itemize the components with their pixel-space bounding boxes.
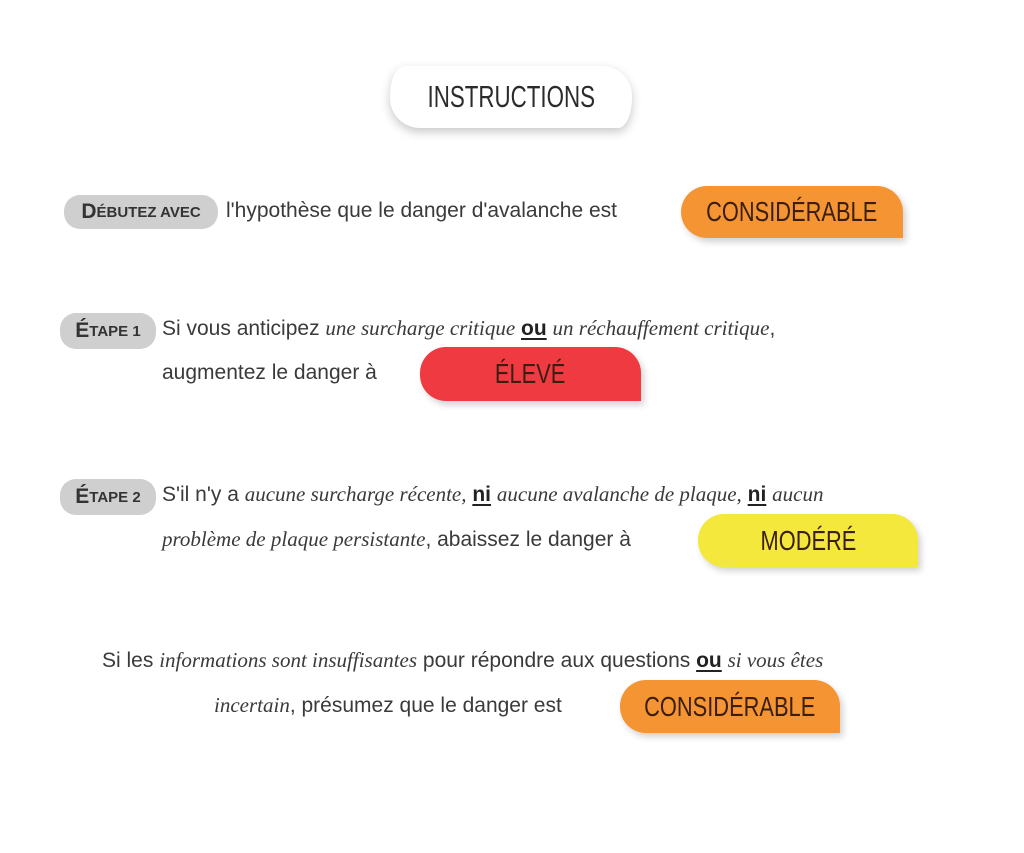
danger-badge-high xyxy=(420,347,641,401)
start-label-rest: ÉBUTEZ AVEC xyxy=(96,203,201,221)
badge-label: ÉLEVÉ xyxy=(495,358,566,389)
start-label-initial: D xyxy=(81,200,97,223)
step1-label-initial: É xyxy=(75,319,90,342)
text-keyword: ou xyxy=(521,317,547,340)
start-label-pill xyxy=(64,195,218,229)
text-emphasis: un réchauffement critique xyxy=(552,316,770,340)
step2-label-pill xyxy=(60,479,156,515)
text-segment: , présumez que le danger est xyxy=(289,694,562,717)
step1-label-pill xyxy=(60,313,156,349)
badge-label: CONSIDÉRABLE xyxy=(644,690,816,722)
text-segment: S'il n'y a xyxy=(162,483,245,506)
text-emphasis: si vous êtes xyxy=(727,648,824,672)
danger-badge-considerable-fallback xyxy=(620,680,840,733)
step1-line2: augmentez le danger à xyxy=(162,361,377,384)
text-segment: pour répondre aux questions xyxy=(417,649,697,672)
danger-badge-moderate xyxy=(698,514,918,567)
text-segment: , xyxy=(769,317,776,340)
start-text: l'hypothèse que le danger d'avalanche est xyxy=(226,199,617,222)
text-keyword: ni xyxy=(747,483,767,506)
instructions-title-box xyxy=(390,66,632,128)
text-keyword: ou xyxy=(696,649,722,672)
text-emphasis: une surcharge critique xyxy=(325,316,516,340)
step1-line1 xyxy=(162,318,775,339)
text-segment: Si vous anticipez xyxy=(162,317,326,340)
step1-label-rest: TAPE 1 xyxy=(89,322,141,340)
text-emphasis: aucune surcharge récente, xyxy=(244,482,467,506)
text-emphasis: incertain xyxy=(214,693,290,717)
text-segment: , abaissez le danger à xyxy=(425,528,631,551)
fallback-line1 xyxy=(102,650,823,671)
step2-line1 xyxy=(162,484,823,505)
badge-label: CONSIDÉRABLE xyxy=(706,196,878,227)
text-keyword: ni xyxy=(472,483,492,506)
step2-label-rest: TAPE 2 xyxy=(89,488,141,506)
step2-label-initial: É xyxy=(75,485,90,508)
danger-badge-considerable-start xyxy=(681,186,903,238)
page-title: INSTRUCTIONS xyxy=(427,79,595,114)
text-emphasis: aucune avalanche de plaque, xyxy=(496,482,742,506)
text-emphasis: informations sont insuffisantes xyxy=(159,648,418,672)
badge-label: MODÉRÉ xyxy=(760,524,856,556)
step2-line2 xyxy=(162,529,631,550)
text-emphasis: problème de plaque persistante xyxy=(162,527,426,551)
fallback-line2 xyxy=(214,695,562,716)
text-emphasis: aucun xyxy=(772,482,824,506)
text-segment: Si les xyxy=(102,649,160,672)
